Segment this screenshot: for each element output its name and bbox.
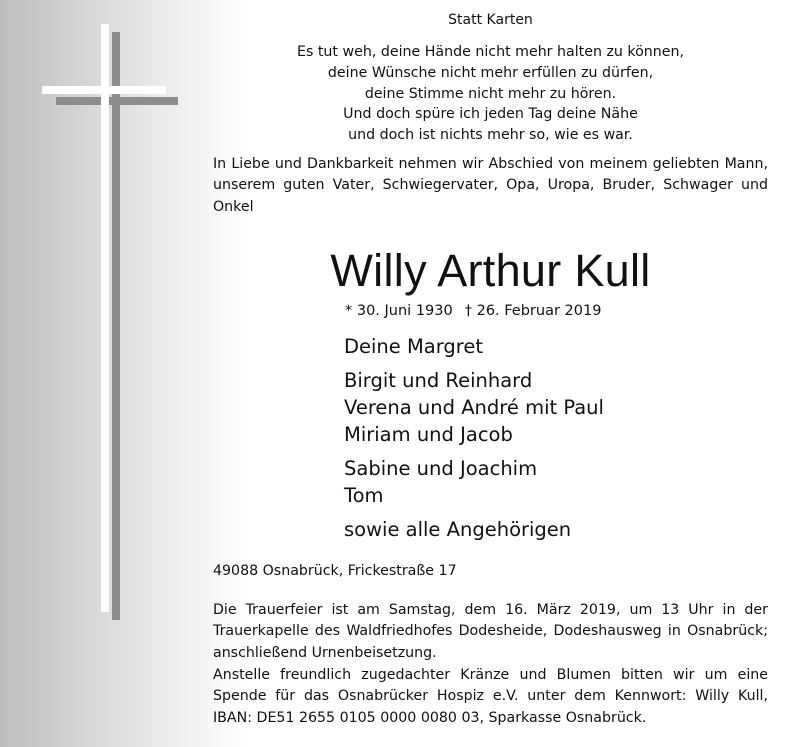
poem bbox=[213, 42, 768, 146]
intro-text: In Liebe und Dankbarkeit nehmen wir Abschied von meinem geliebten Mann, unserem guten Vater, Schwiegervater, Opa, Uropa, Bruder, Schwager und Onkel bbox=[213, 156, 768, 215]
survivor-group bbox=[344, 367, 764, 448]
birth-date: * 30. Juni 1930 bbox=[345, 303, 453, 319]
poem-line: deine Wünsche nicht mehr erfüllen zu dürfen, bbox=[327, 64, 654, 81]
survivor-line: Tom bbox=[344, 484, 384, 507]
cross-shadow-horizontal bbox=[56, 97, 178, 105]
life-dates bbox=[345, 300, 645, 322]
poem-line: deine Stimme nicht mehr zu hören. bbox=[364, 85, 617, 102]
deceased-name: Willy Arthur Kull bbox=[330, 245, 651, 296]
header-note: Statt Karten bbox=[448, 12, 533, 28]
donation-info: Anstelle freundlich zugedachter Kränze und Blumen bitten wir um eine Spende für das Osnabrücker Hospiz e.V. unter dem Kennwort: Willy Kull, IBAN: DE51 2655 0105 0000 0080 03, Sparkasse Osnabrück. bbox=[213, 667, 768, 726]
survivor-line: Sabine und Joachim bbox=[344, 457, 538, 480]
address: 49088 Osnabrück, Frickestraße 17 bbox=[213, 563, 457, 579]
survivors-list bbox=[344, 333, 764, 550]
poem-line: und doch ist nichts mehr so, wie es war. bbox=[348, 127, 633, 144]
funeral-service-info: Die Trauerfeier ist am Samstag, dem 16. März 2019, um 13 Uhr in der Trauerkapelle des Waldfriedhofes Dodesheide, Dodeshausweg in Osnabrück; anschließend Urnenbeisetzung. bbox=[213, 602, 768, 661]
survivor-line: Miriam und Jacob bbox=[344, 423, 513, 446]
cross-icon-horizontal bbox=[42, 86, 166, 94]
survivor-line: Birgit und Reinhard bbox=[344, 369, 533, 392]
survivor-group bbox=[344, 333, 764, 360]
poem-line: Es tut weh, deine Hände nicht mehr halten zu können, bbox=[297, 44, 684, 60]
survivor-line: Verena und André mit Paul bbox=[344, 396, 604, 419]
cross-icon-vertical bbox=[101, 24, 109, 612]
survivor-line: sowie alle Angehörigen bbox=[344, 518, 572, 541]
survivor-line: Deine Margret bbox=[344, 335, 484, 358]
survivor-group bbox=[344, 516, 764, 543]
poem-line: Und doch spüre ich jeden Tag deine Nähe bbox=[343, 106, 638, 123]
cross-shadow-vertical bbox=[112, 32, 120, 620]
survivor-group bbox=[344, 455, 764, 509]
death-date: † 26. Februar 2019 bbox=[464, 303, 602, 319]
